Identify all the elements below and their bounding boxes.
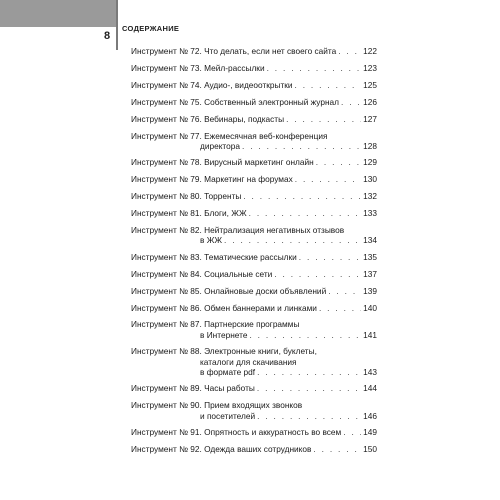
toc-page-number: 133 xyxy=(363,208,377,219)
toc-page-number: 134 xyxy=(363,235,377,246)
dot-leader xyxy=(328,286,361,296)
toc-entry-line xyxy=(131,63,377,73)
toc-entry-title: Инструмент № 80. Торренты xyxy=(131,191,242,202)
toc-entry xyxy=(131,63,377,73)
toc-entry-line xyxy=(131,357,377,367)
dot-leader xyxy=(257,383,361,393)
toc-entry-title: в формате pdf xyxy=(200,367,256,378)
toc-entry-line xyxy=(131,97,377,107)
toc-entry-line xyxy=(131,427,377,437)
toc-page-number: 137 xyxy=(363,268,377,279)
page-number: 8 xyxy=(104,30,111,42)
toc-entry-line xyxy=(131,303,377,313)
toc-entry xyxy=(131,131,377,152)
toc-entry-line xyxy=(131,286,377,296)
dot-leader xyxy=(267,63,362,73)
toc-entry-title: Инструмент № 73. Мейл-рассылки xyxy=(131,62,265,73)
toc-page-number: 122 xyxy=(363,46,377,56)
toc-page-number: 139 xyxy=(363,285,377,296)
toc-page-number: 128 xyxy=(363,140,377,151)
toc-entry-line xyxy=(131,225,377,235)
toc-entry-title: Инструмент № 88. Электронные книги, буклеты, xyxy=(131,346,317,357)
toc-entry-title: каталоги для скачивания xyxy=(200,356,297,367)
toc-page-number: 140 xyxy=(363,302,377,313)
toc-entry-title: Инструмент № 92. Одежда ваших сотрудников xyxy=(131,444,312,455)
toc-entry-line xyxy=(131,80,377,90)
toc-entry-line xyxy=(131,141,377,151)
toc-entry-title: в ЖЖ xyxy=(200,235,223,246)
toc-entry xyxy=(131,174,377,184)
toc-entry-title: Инструмент № 86. Обмен баннерами и линками xyxy=(131,302,317,313)
dot-leader xyxy=(243,191,361,201)
dot-leader xyxy=(299,252,361,262)
dot-leader xyxy=(313,444,361,454)
toc-entry-line xyxy=(131,411,377,421)
toc-entry xyxy=(131,252,377,262)
dot-leader xyxy=(249,208,362,218)
toc-entry-title: Инструмент № 76. Вебинары, подкасты xyxy=(131,113,285,124)
toc-entry-title: Инструмент № 78. Вирусный маркетинг онлайн xyxy=(131,157,314,168)
toc-entry-line xyxy=(131,383,377,393)
toc-entry-title: Инструмент № 72. Что делать, если нет своего сайта xyxy=(131,46,337,56)
toc-entry-line xyxy=(131,269,377,279)
toc-entry-line xyxy=(131,330,377,340)
toc-entry-line xyxy=(131,252,377,262)
dot-leader xyxy=(295,174,361,184)
dot-leader xyxy=(319,303,361,313)
toc-entry-title: Инструмент № 74. Аудио-, видеооткрытки xyxy=(131,79,293,90)
toc-entry xyxy=(131,427,377,437)
running-head: СОДЕРЖАНИЕ xyxy=(122,24,180,33)
toc-page-number: 143 xyxy=(363,367,377,378)
dot-leader xyxy=(257,367,361,377)
toc-page-number: 141 xyxy=(363,329,377,340)
dot-leader xyxy=(224,235,361,245)
toc-entry-title: Инструмент № 91. Опрятность и аккуратность во всем xyxy=(131,427,342,438)
dot-leader xyxy=(249,330,361,340)
dot-leader xyxy=(295,80,362,90)
toc-entry-line xyxy=(131,46,377,56)
dot-leader xyxy=(242,141,361,151)
toc-entry-line xyxy=(131,114,377,124)
toc-entry xyxy=(131,269,377,279)
toc-page-number: 132 xyxy=(363,191,377,202)
toc-entry-title: Инструмент № 79. Маркетинг на форумах xyxy=(131,174,293,185)
toc-entry-line xyxy=(131,208,377,218)
toc-entry-title: директора xyxy=(200,140,240,151)
toc-entry-title: Инструмент № 75. Собственный электронный журнал xyxy=(131,96,340,107)
toc-entry xyxy=(131,319,377,340)
header-gray-bar xyxy=(0,0,116,27)
toc-entry xyxy=(131,80,377,90)
dot-leader xyxy=(257,411,361,421)
dot-leader xyxy=(338,46,361,56)
table-of-contents xyxy=(131,46,377,461)
toc-entry xyxy=(131,383,377,393)
toc-entry xyxy=(131,46,377,56)
toc-entry xyxy=(131,208,377,218)
toc-entry xyxy=(131,400,377,421)
dot-leader xyxy=(341,97,361,107)
toc-page-number: 123 xyxy=(363,62,377,73)
toc-entry xyxy=(131,303,377,313)
toc-page-number: 130 xyxy=(363,174,377,185)
toc-page-number: 127 xyxy=(363,113,377,124)
toc-entry xyxy=(131,97,377,107)
toc-entry xyxy=(131,191,377,201)
toc-entry-line xyxy=(131,400,377,410)
toc-page-number: 146 xyxy=(363,410,377,421)
toc-page-number: 135 xyxy=(363,251,377,262)
toc-entry-title: Инструмент № 85. Онлайновые доски объявлений xyxy=(131,285,327,296)
toc-entry-title: Инструмент № 77. Ежемесячная веб-конференция xyxy=(131,130,328,141)
toc-entry xyxy=(131,286,377,296)
toc-entry xyxy=(131,114,377,124)
dot-leader xyxy=(343,427,361,437)
toc-entry-line xyxy=(131,346,377,356)
toc-entry-line xyxy=(131,157,377,167)
header-divider xyxy=(116,0,118,50)
toc-entry xyxy=(131,157,377,167)
toc-page-number: 149 xyxy=(363,427,377,438)
dot-leader xyxy=(274,269,361,279)
toc-entry xyxy=(131,346,377,377)
toc-entry-title: Инструмент № 89. Часы работы xyxy=(131,383,255,394)
toc-entry xyxy=(131,444,377,454)
toc-page-number: 126 xyxy=(363,96,377,107)
toc-entry xyxy=(131,225,377,246)
toc-entry-title: Инструмент № 84. Социальные сети xyxy=(131,268,273,279)
toc-entry-line xyxy=(131,367,377,377)
toc-page-number: 125 xyxy=(363,79,377,90)
toc-entry-title: и посетителей xyxy=(200,410,256,421)
toc-entry-title: Инструмент № 87. Партнерские программы xyxy=(131,319,300,330)
dot-leader xyxy=(286,114,361,124)
toc-entry-line xyxy=(131,235,377,245)
toc-entry-title: Инструмент № 81. Блоги, ЖЖ xyxy=(131,208,247,219)
toc-page-number: 150 xyxy=(363,444,377,455)
toc-entry-line xyxy=(131,319,377,329)
toc-entry-line xyxy=(131,191,377,201)
toc-entry-title: Инструмент № 82. Нейтрализация негативных отзывов xyxy=(131,224,345,235)
toc-entry-line xyxy=(131,444,377,454)
toc-entry-line xyxy=(131,174,377,184)
toc-page-number: 144 xyxy=(363,383,377,394)
toc-entry-title: Инструмент № 90. Прием входящих звонков xyxy=(131,400,303,411)
dot-leader xyxy=(316,157,361,167)
toc-entry-title: в Интернете xyxy=(200,329,248,340)
toc-entry-title: Инструмент № 83. Тематические рассылки xyxy=(131,251,297,262)
toc-entry-line xyxy=(131,131,377,141)
toc-page-number: 129 xyxy=(363,157,377,168)
